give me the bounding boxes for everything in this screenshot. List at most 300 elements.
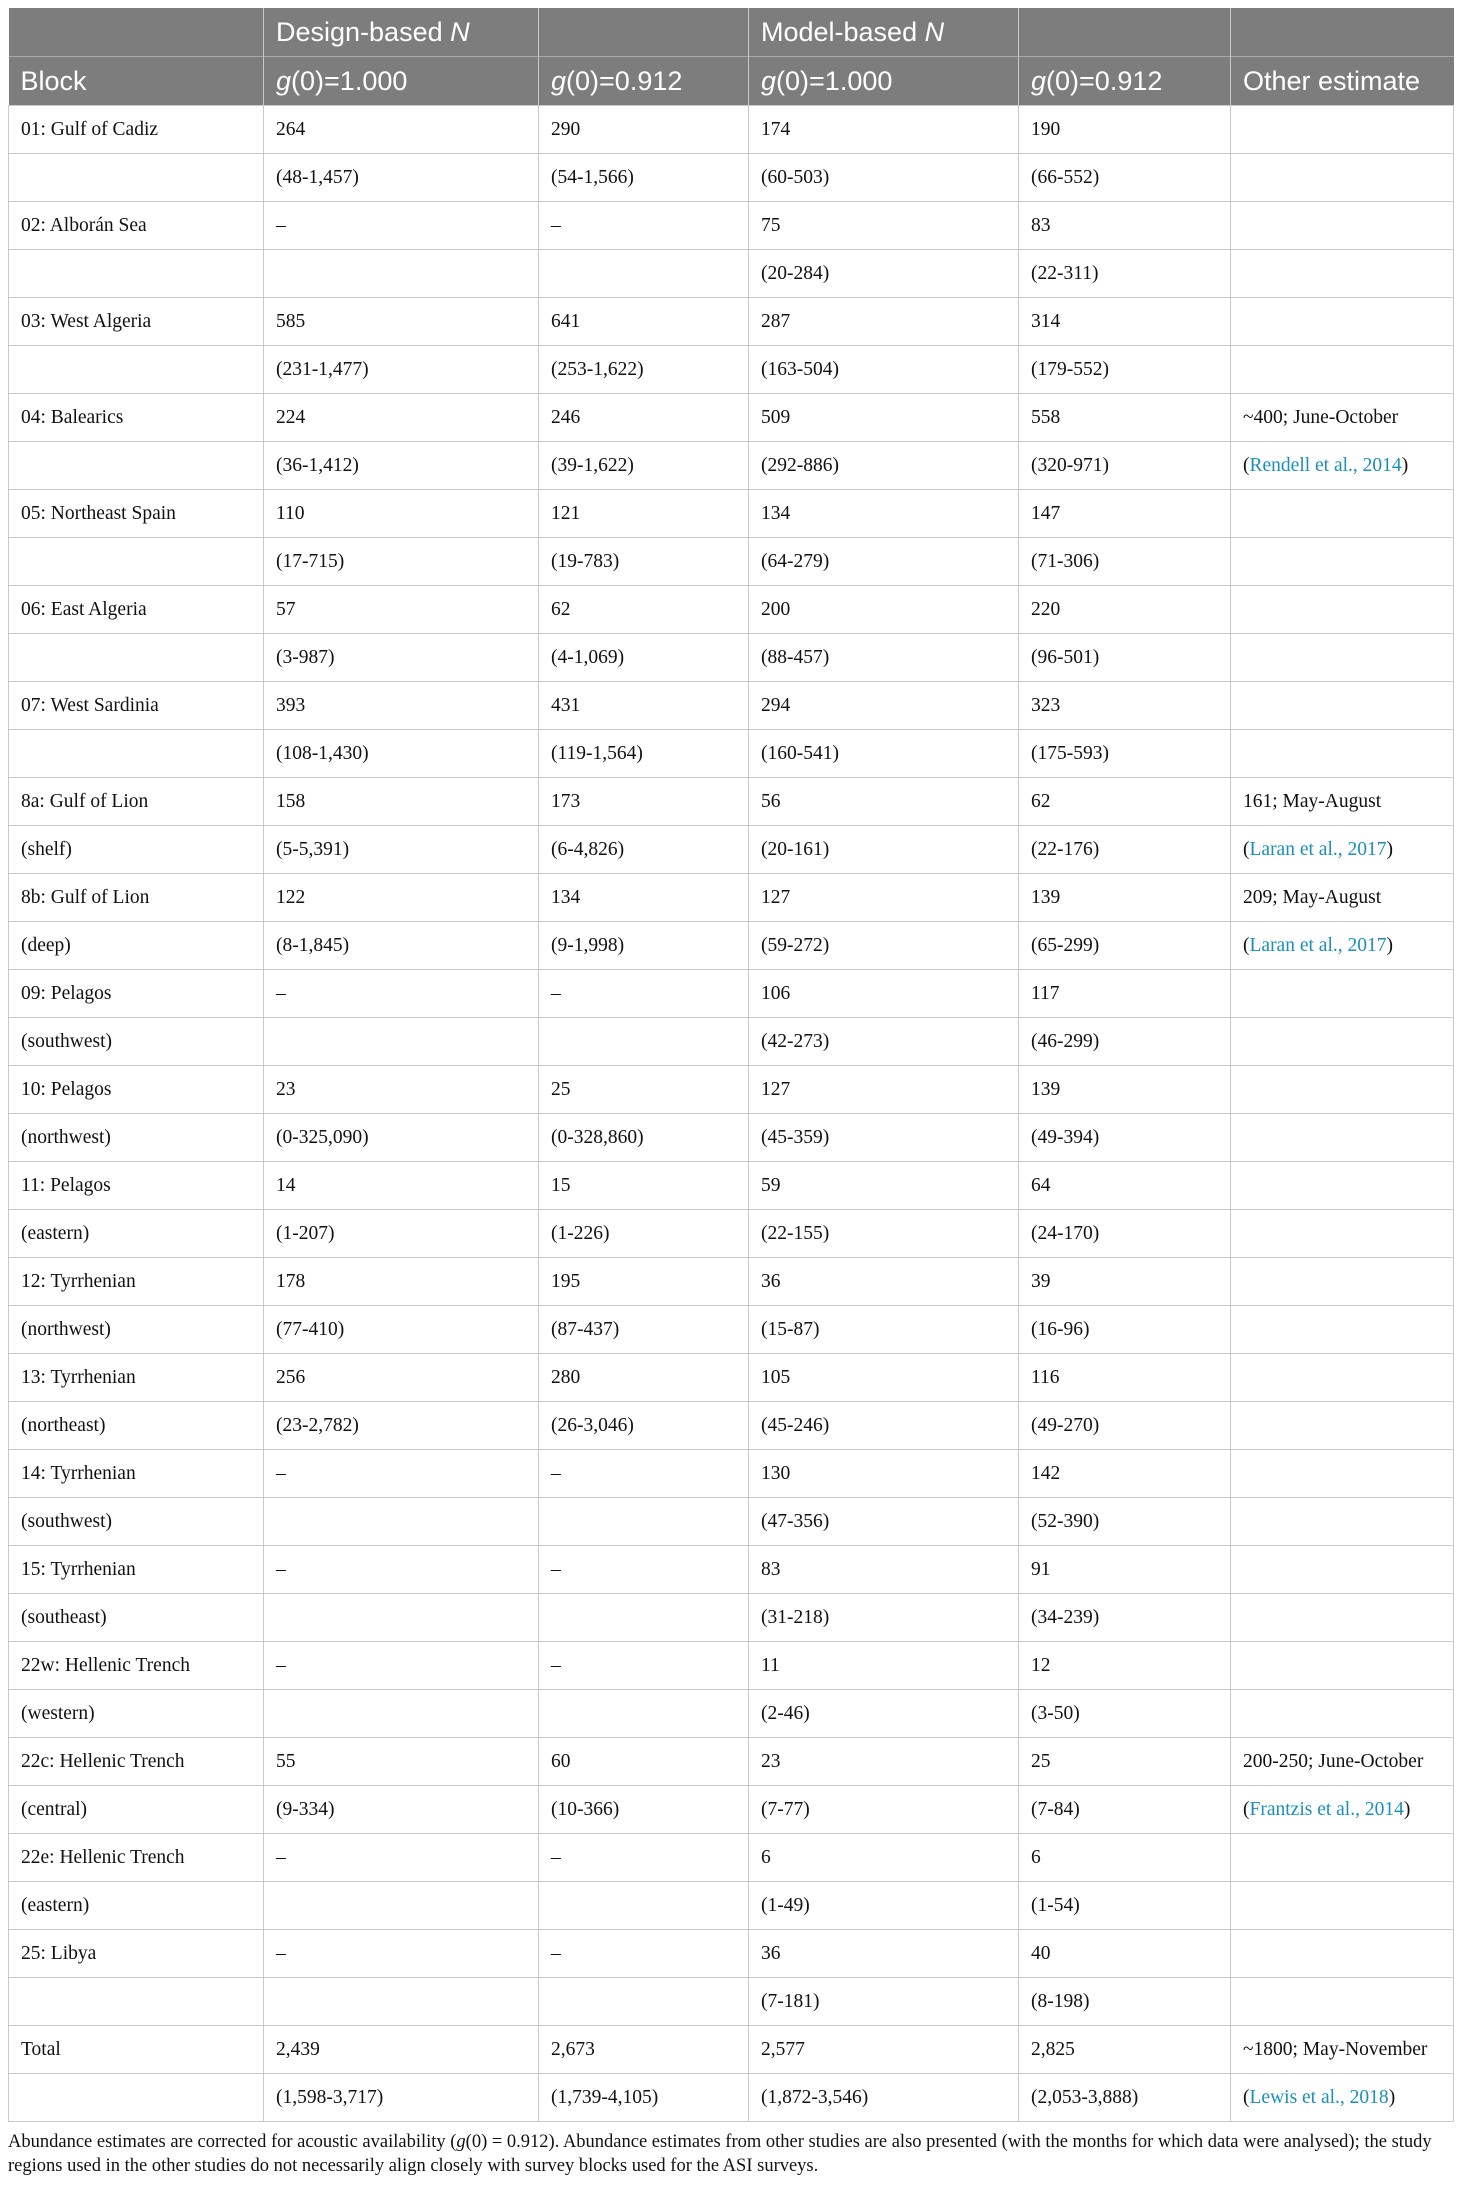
cell-model-g0-1000: 75 [749,202,1019,250]
cell-model-g0-0912: 64 [1019,1162,1231,1210]
cell-other-estimate [1231,1930,1454,1978]
cell-design-g0-1000: (9-334) [264,1786,539,1834]
cell-model-g0-1000: 11 [749,1642,1019,1690]
cell-other-estimate: 161; May-August [1231,778,1454,826]
cell-model-g0-1000: (88-457) [749,634,1019,682]
cell-design-g0-0912 [539,1594,749,1642]
cell-model-g0-1000: 6 [749,1834,1019,1882]
cell-model-g0-1000: (292-886) [749,442,1019,490]
cell-model-g0-0912: (22-176) [1019,826,1231,874]
table-row [9,1114,1454,1162]
cell-model-g0-0912: (24-170) [1019,1210,1231,1258]
table-row [9,970,1454,1018]
cell-model-g0-1000: 200 [749,586,1019,634]
cell-design-g0-1000 [264,1690,539,1738]
header-other-estimate: Other estimate [1231,57,1454,106]
cell-model-g0-1000: 106 [749,970,1019,1018]
cell-design-g0-0912: 290 [539,106,749,154]
cell-design-g0-0912: 62 [539,586,749,634]
cell-model-g0-1000: 130 [749,1450,1019,1498]
cell-model-g0-1000: 509 [749,394,1019,442]
cell-design-g0-1000 [264,1498,539,1546]
citation-link[interactable]: Rendell et al., 2014 [1249,454,1402,476]
cell-model-g0-0912: 2,825 [1019,2026,1231,2074]
table-row [9,1354,1454,1402]
cell-design-g0-0912: (9-1,998) [539,922,749,970]
cell-design-g0-0912 [539,1498,749,1546]
table-row [9,1018,1454,1066]
abundance-table [8,8,1454,2122]
cell-design-g0-1000: (77-410) [264,1306,539,1354]
cell-model-g0-0912: 220 [1019,586,1231,634]
table-row [9,730,1454,778]
cell-design-g0-0912 [539,1690,749,1738]
cell-model-g0-1000: 2,577 [749,2026,1019,2074]
cell-block: 8a: Gulf of Lion [9,778,264,826]
citation-link[interactable]: Laran et al., 2017 [1249,934,1387,956]
cell-model-g0-1000: 134 [749,490,1019,538]
cell-design-g0-0912: (6-4,826) [539,826,749,874]
header-model-based: Model-based N [749,8,1019,57]
table-row [9,346,1454,394]
table-container [8,8,1453,2178]
cell-model-g0-0912: (52-390) [1019,1498,1231,1546]
cell-other-estimate: (Laran et al., 2017) [1231,922,1454,970]
cell-block: (northeast) [9,1402,264,1450]
cell-other-estimate [1231,298,1454,346]
cell-block: (southwest) [9,1018,264,1066]
cell-block: 11: Pelagos [9,1162,264,1210]
cell-block: 04: Balearics [9,394,264,442]
cell-block: 13: Tyrrhenian [9,1354,264,1402]
cell-other-estimate [1231,346,1454,394]
cell-block [9,442,264,490]
cell-model-g0-1000: (15-87) [749,1306,1019,1354]
cell-block: (northwest) [9,1114,264,1162]
cell-design-g0-0912: 280 [539,1354,749,1402]
cell-model-g0-1000: 23 [749,1738,1019,1786]
cell-design-g0-1000: (23-2,782) [264,1402,539,1450]
cell-model-g0-1000: 56 [749,778,1019,826]
cell-other-estimate [1231,490,1454,538]
cell-design-g0-0912: (39-1,622) [539,442,749,490]
cell-design-g0-0912: (253-1,622) [539,346,749,394]
cell-other-estimate [1231,1882,1454,1930]
cell-model-g0-1000: (1,872-3,546) [749,2074,1019,2122]
cell-model-g0-0912: 91 [1019,1546,1231,1594]
cell-design-g0-0912: (54-1,566) [539,154,749,202]
cell-model-g0-1000: (45-246) [749,1402,1019,1450]
cell-design-g0-1000: (108-1,430) [264,730,539,778]
cell-model-g0-0912: (66-552) [1019,154,1231,202]
citation-link[interactable]: Frantzis et al., 2014 [1249,1798,1404,1820]
table-row [9,1306,1454,1354]
table-row [9,1978,1454,2026]
header-empty-design [539,8,749,57]
cell-model-g0-1000: (31-218) [749,1594,1019,1642]
table-row [9,490,1454,538]
cell-block: (shelf) [9,826,264,874]
table-row [9,2074,1454,2122]
cell-model-g0-0912: 139 [1019,1066,1231,1114]
cell-block [9,154,264,202]
cell-design-g0-0912 [539,1882,749,1930]
cell-block: 01: Gulf of Cadiz [9,106,264,154]
cell-design-g0-1000 [264,1018,539,1066]
cell-model-g0-1000: 287 [749,298,1019,346]
cell-model-g0-0912: (1-54) [1019,1882,1231,1930]
header-empty-other [1231,8,1454,57]
header-empty-block [9,8,264,57]
cell-other-estimate [1231,730,1454,778]
cell-design-g0-1000: – [264,1834,539,1882]
table-row [9,1498,1454,1546]
cell-model-g0-0912: 6 [1019,1834,1231,1882]
cell-other-estimate [1231,1690,1454,1738]
cell-other-estimate [1231,1450,1454,1498]
cell-model-g0-0912: 190 [1019,106,1231,154]
cell-design-g0-1000: 393 [264,682,539,730]
cell-block: 12: Tyrrhenian [9,1258,264,1306]
cell-block: 05: Northeast Spain [9,490,264,538]
cell-model-g0-0912: (49-270) [1019,1402,1231,1450]
cell-design-g0-0912 [539,1978,749,2026]
cell-design-g0-1000: 55 [264,1738,539,1786]
table-row [9,682,1454,730]
cell-block: 22w: Hellenic Trench [9,1642,264,1690]
cell-block: (central) [9,1786,264,1834]
header-design-g0-0912: g(0)=0.912 [539,57,749,106]
cell-other-estimate: (Laran et al., 2017) [1231,826,1454,874]
cell-block: 8b: Gulf of Lion [9,874,264,922]
cell-other-estimate [1231,1162,1454,1210]
cell-design-g0-0912: (4-1,069) [539,634,749,682]
cell-design-g0-0912: 121 [539,490,749,538]
cell-model-g0-1000: 36 [749,1258,1019,1306]
cell-model-g0-1000: (47-356) [749,1498,1019,1546]
table-row [9,1882,1454,1930]
cell-design-g0-0912: (119-1,564) [539,730,749,778]
cell-design-g0-1000: 110 [264,490,539,538]
cell-other-estimate: (Frantzis et al., 2014) [1231,1786,1454,1834]
cell-other-estimate [1231,1018,1454,1066]
cell-design-g0-1000: – [264,1642,539,1690]
cell-model-g0-0912: (179-552) [1019,346,1231,394]
cell-other-estimate [1231,1642,1454,1690]
table-row [9,1402,1454,1450]
cell-model-g0-1000: 59 [749,1162,1019,1210]
table-row [9,538,1454,586]
cell-block: 07: West Sardinia [9,682,264,730]
cell-model-g0-0912: (96-501) [1019,634,1231,682]
cell-model-g0-1000: (160-541) [749,730,1019,778]
cell-design-g0-1000: (1,598-3,717) [264,2074,539,2122]
cell-model-g0-0912: 117 [1019,970,1231,1018]
cell-other-estimate [1231,1258,1454,1306]
cell-other-estimate [1231,586,1454,634]
cell-design-g0-0912: (87-437) [539,1306,749,1354]
cell-model-g0-1000: (7-181) [749,1978,1019,2026]
table-row [9,1690,1454,1738]
cell-design-g0-1000: (48-1,457) [264,154,539,202]
cell-model-g0-1000: (163-504) [749,346,1019,394]
cell-block: (northwest) [9,1306,264,1354]
cell-design-g0-1000: 122 [264,874,539,922]
table-row [9,874,1454,922]
cell-model-g0-1000: 36 [749,1930,1019,1978]
cell-block: (deep) [9,922,264,970]
cell-other-estimate [1231,1834,1454,1882]
table-row [9,154,1454,202]
cell-design-g0-1000: 178 [264,1258,539,1306]
table-row [9,1594,1454,1642]
cell-design-g0-0912 [539,250,749,298]
cell-model-g0-0912: (34-239) [1019,1594,1231,1642]
cell-model-g0-1000: (7-77) [749,1786,1019,1834]
cell-design-g0-1000: (5-5,391) [264,826,539,874]
cell-model-g0-1000: (60-503) [749,154,1019,202]
cell-other-estimate [1231,1402,1454,1450]
cell-design-g0-0912: – [539,202,749,250]
table-row [9,1834,1454,1882]
cell-design-g0-0912: 60 [539,1738,749,1786]
cell-model-g0-1000: (59-272) [749,922,1019,970]
cell-design-g0-0912: – [539,1834,749,1882]
cell-design-g0-0912: 431 [539,682,749,730]
cell-design-g0-0912: 134 [539,874,749,922]
cell-design-g0-0912: – [539,1642,749,1690]
cell-model-g0-0912: 12 [1019,1642,1231,1690]
cell-model-g0-0912: 39 [1019,1258,1231,1306]
cell-model-g0-1000: (64-279) [749,538,1019,586]
cell-other-estimate: ~400; June-October [1231,394,1454,442]
cell-model-g0-0912: (3-50) [1019,1690,1231,1738]
header-design-g0-1000: g(0)=1.000 [264,57,539,106]
cell-block: 22e: Hellenic Trench [9,1834,264,1882]
cell-other-estimate: (Lewis et al., 2018) [1231,2074,1454,2122]
table-footnote: Abundance estimates are corrected for acoustic availability (g(0) = 0.912). Abundance estimates from other studies are also presented (with the months for which data were analysed); the study regions used in the other studies do not necessarily align closely with survey blocks used for the ASI surveys. [8,2132,1432,2176]
cell-model-g0-0912: 147 [1019,490,1231,538]
cell-design-g0-0912: – [539,1450,749,1498]
cell-design-g0-1000: 14 [264,1162,539,1210]
cell-other-estimate [1231,1978,1454,2026]
table-row [9,1738,1454,1786]
table-row [9,1546,1454,1594]
cell-design-g0-0912: – [539,1930,749,1978]
cell-other-estimate [1231,1354,1454,1402]
cell-block: (southwest) [9,1498,264,1546]
cell-model-g0-1000: (20-161) [749,826,1019,874]
cell-design-g0-1000: (3-987) [264,634,539,682]
cell-other-estimate: 209; May-August [1231,874,1454,922]
cell-design-g0-1000: (231-1,477) [264,346,539,394]
cell-design-g0-0912: (26-3,046) [539,1402,749,1450]
cell-design-g0-1000 [264,1882,539,1930]
cell-design-g0-1000: – [264,1546,539,1594]
cell-design-g0-0912: 173 [539,778,749,826]
table-row [9,2026,1454,2074]
cell-model-g0-1000: 174 [749,106,1019,154]
citation-link[interactable]: Laran et al., 2017 [1249,838,1387,860]
cell-other-estimate [1231,1114,1454,1162]
cell-block [9,634,264,682]
table-body [9,106,1454,2122]
cell-design-g0-1000: – [264,970,539,1018]
cell-model-g0-0912: 139 [1019,874,1231,922]
cell-design-g0-1000: 585 [264,298,539,346]
header-block: Block [9,57,264,106]
table-row [9,106,1454,154]
cell-other-estimate [1231,106,1454,154]
header-column-row [9,57,1454,106]
cell-design-g0-1000: 2,439 [264,2026,539,2074]
table-row [9,586,1454,634]
cell-model-g0-0912: 62 [1019,778,1231,826]
cell-design-g0-0912: 195 [539,1258,749,1306]
cell-other-estimate [1231,1546,1454,1594]
cell-design-g0-1000: (1-207) [264,1210,539,1258]
cell-block [9,2074,264,2122]
cell-model-g0-1000: (22-155) [749,1210,1019,1258]
cell-model-g0-0912: 25 [1019,1738,1231,1786]
cell-design-g0-0912 [539,1018,749,1066]
cell-other-estimate [1231,970,1454,1018]
cell-model-g0-0912: (7-84) [1019,1786,1231,1834]
cell-block: 15: Tyrrhenian [9,1546,264,1594]
table-row [9,298,1454,346]
cell-model-g0-0912: (65-299) [1019,922,1231,970]
table-row [9,826,1454,874]
cell-design-g0-0912: (10-366) [539,1786,749,1834]
header-group-row [9,8,1454,57]
cell-other-estimate [1231,1594,1454,1642]
cell-block [9,538,264,586]
table-row [9,1258,1454,1306]
cell-other-estimate [1231,538,1454,586]
table-row [9,922,1454,970]
cell-design-g0-1000: – [264,202,539,250]
cell-design-g0-0912: (19-783) [539,538,749,586]
cell-design-g0-1000: (0-325,090) [264,1114,539,1162]
cell-design-g0-1000: (36-1,412) [264,442,539,490]
cell-design-g0-1000: 224 [264,394,539,442]
table-row [9,202,1454,250]
cell-model-g0-1000: (1-49) [749,1882,1019,1930]
cell-model-g0-1000: (2-46) [749,1690,1019,1738]
cell-model-g0-1000: 294 [749,682,1019,730]
cell-design-g0-1000 [264,250,539,298]
citation-link[interactable]: Lewis et al., 2018 [1249,2086,1389,2108]
cell-design-g0-1000: 264 [264,106,539,154]
cell-model-g0-0912: (46-299) [1019,1018,1231,1066]
cell-other-estimate [1231,202,1454,250]
cell-other-estimate [1231,1498,1454,1546]
cell-design-g0-1000: – [264,1450,539,1498]
cell-design-g0-1000: (8-1,845) [264,922,539,970]
cell-design-g0-1000 [264,1978,539,2026]
header-design-based: Design-based N [264,8,539,57]
cell-design-g0-1000: 256 [264,1354,539,1402]
cell-model-g0-0912: (320-971) [1019,442,1231,490]
cell-other-estimate [1231,154,1454,202]
cell-block: 25: Libya [9,1930,264,1978]
cell-block: 02: Alborán Sea [9,202,264,250]
table-row [9,1066,1454,1114]
cell-block: Total [9,2026,264,2074]
cell-other-estimate: (Rendell et al., 2014) [1231,442,1454,490]
table-row [9,1450,1454,1498]
cell-model-g0-0912: 314 [1019,298,1231,346]
cell-model-g0-1000: 127 [749,874,1019,922]
table-row [9,1930,1454,1978]
cell-model-g0-0912: (8-198) [1019,1978,1231,2026]
cell-design-g0-0912: – [539,1546,749,1594]
cell-design-g0-1000: 158 [264,778,539,826]
cell-model-g0-0912: (71-306) [1019,538,1231,586]
header-empty-model [1019,8,1231,57]
header-model-g0-1000: g(0)=1.000 [749,57,1019,106]
cell-model-g0-0912: 116 [1019,1354,1231,1402]
cell-block: 22c: Hellenic Trench [9,1738,264,1786]
cell-other-estimate: ~1800; May-November [1231,2026,1454,2074]
cell-design-g0-0912: (1-226) [539,1210,749,1258]
cell-model-g0-0912: 83 [1019,202,1231,250]
cell-other-estimate: 200-250; June-October [1231,1738,1454,1786]
cell-design-g0-0912: (1,739-4,105) [539,2074,749,2122]
table-row [9,778,1454,826]
cell-design-g0-1000: 57 [264,586,539,634]
cell-model-g0-0912: 142 [1019,1450,1231,1498]
cell-block [9,346,264,394]
table-row [9,1162,1454,1210]
cell-block: 03: West Algeria [9,298,264,346]
cell-model-g0-0912: (22-311) [1019,250,1231,298]
cell-model-g0-0912: (16-96) [1019,1306,1231,1354]
table-row [9,394,1454,442]
cell-design-g0-0912: 641 [539,298,749,346]
cell-block: 10: Pelagos [9,1066,264,1114]
cell-block: (eastern) [9,1882,264,1930]
cell-design-g0-0912: 2,673 [539,2026,749,2074]
cell-other-estimate [1231,250,1454,298]
cell-model-g0-0912: (175-593) [1019,730,1231,778]
cell-design-g0-1000: 23 [264,1066,539,1114]
cell-design-g0-0912: (0-328,860) [539,1114,749,1162]
cell-block [9,250,264,298]
table-row [9,1210,1454,1258]
cell-block [9,730,264,778]
cell-model-g0-1000: 105 [749,1354,1019,1402]
cell-design-g0-0912: – [539,970,749,1018]
cell-model-g0-1000: (45-359) [749,1114,1019,1162]
cell-design-g0-0912: 246 [539,394,749,442]
table-row [9,1642,1454,1690]
cell-block: (southeast) [9,1594,264,1642]
cell-block: (western) [9,1690,264,1738]
cell-other-estimate [1231,634,1454,682]
cell-model-g0-1000: (42-273) [749,1018,1019,1066]
cell-design-g0-0912: 15 [539,1162,749,1210]
cell-design-g0-1000: (17-715) [264,538,539,586]
table-row [9,1786,1454,1834]
cell-other-estimate [1231,1210,1454,1258]
cell-model-g0-0912: 40 [1019,1930,1231,1978]
cell-design-g0-0912: 25 [539,1066,749,1114]
table-row [9,634,1454,682]
cell-model-g0-0912: 558 [1019,394,1231,442]
cell-model-g0-1000: 127 [749,1066,1019,1114]
cell-model-g0-1000: (20-284) [749,250,1019,298]
